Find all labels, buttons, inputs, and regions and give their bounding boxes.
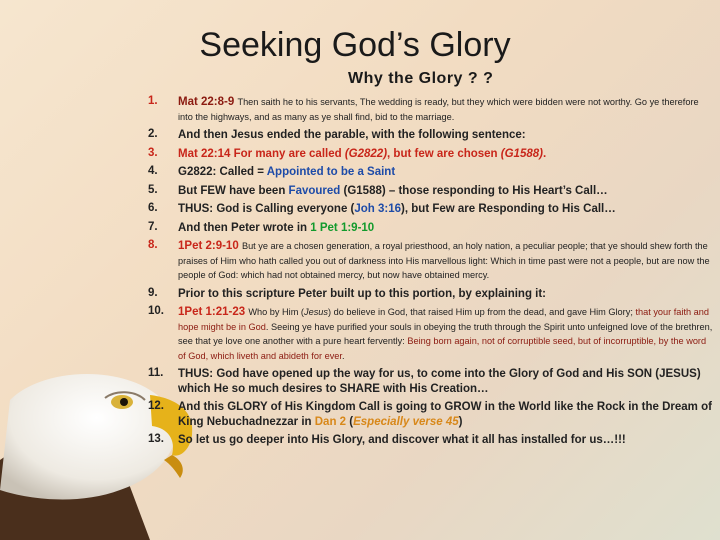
list-item bbox=[148, 184, 713, 199]
item-number: 11. bbox=[148, 367, 164, 379]
slide-title: Seeking God’s Glory bbox=[199, 26, 511, 64]
item-number: 9. bbox=[148, 286, 158, 299]
item-text: So let us go deeper into His Glory, and discover what it all has installed for us…!!! bbox=[178, 434, 626, 446]
item-text: ( bbox=[346, 415, 354, 428]
scripture-highlight: Being born again, not of corruptible seed, but of incorruptible, by the word of God, which liveth and abideth for ever bbox=[178, 336, 707, 361]
strongs-ref: (G2822) bbox=[344, 147, 388, 160]
item-number: 10. bbox=[148, 305, 164, 317]
item-text: G2822: Called = bbox=[178, 166, 267, 178]
item-text: (G1588) – those responding to His Heart’s Call… bbox=[340, 184, 608, 197]
scripture-ref: Dan 2 bbox=[314, 415, 347, 428]
item-number: 12. bbox=[148, 400, 164, 412]
item-text: ) bbox=[458, 415, 463, 428]
item-text: THUS: God have opened up the way for us, to come into the Glory of God and His SON (JESUS) which He so much desires to SHARE with His Creation… bbox=[178, 368, 701, 395]
item-text: And this GLORY of His Kingdom Call is going to GROW in the World like the Rock in the Dream of King Nebuchadnezzar in bbox=[178, 401, 712, 428]
item-number: 8. bbox=[148, 239, 158, 251]
list-item bbox=[148, 165, 713, 180]
item-text: For many are called bbox=[230, 147, 345, 160]
list-item bbox=[148, 147, 713, 162]
scripture-text: ) do believe in God, that raised Him up from the dead, and gave Him Glory; bbox=[328, 307, 636, 317]
scripture-text: Then saith he to his servants, The wedding is ready, but they which were bidden were not worthy. Go ye therefore into the highways, and as many as ye shall find, bid to the marriage. bbox=[178, 97, 699, 122]
item-text: And then Peter wrote in bbox=[178, 221, 311, 234]
scripture-text: Who by Him ( bbox=[248, 307, 304, 317]
item-highlight: Favoured bbox=[288, 184, 341, 197]
item-text: Prior to this scripture Peter built up to this portion, by explaining it: bbox=[178, 287, 547, 300]
item-text: And then Jesus ended the parable, with the following sentence: bbox=[178, 129, 526, 141]
item-text: ), but Few are Responding to His Call… bbox=[401, 203, 616, 215]
list-item bbox=[148, 287, 713, 302]
scripture-text: . bbox=[341, 350, 345, 361]
list-item bbox=[148, 305, 713, 363]
list-item bbox=[148, 367, 713, 396]
scripture-ref: Mat 22:8-9 bbox=[178, 96, 235, 108]
item-text: But FEW have been bbox=[178, 184, 289, 197]
scripture-text: . Seeing ye have purified your souls in obeying the truth through the Spirit unto unfeigned love of the brethren, see that ye love one another with a pure heart fervently: bbox=[178, 321, 713, 346]
scripture-ref: 1Pet 2:9-10 bbox=[178, 240, 239, 252]
list-item bbox=[148, 400, 713, 429]
scripture-ref: 1Pet 1:21-23 bbox=[178, 306, 246, 318]
list-item bbox=[148, 128, 713, 143]
scripture-highlight: that your faith and hope might be in God bbox=[178, 307, 709, 332]
list-item bbox=[148, 202, 713, 217]
item-highlight: Appointed to be a Saint bbox=[266, 166, 396, 178]
list-item bbox=[148, 221, 713, 236]
scripture-text: But ye are a chosen generation, a royal priesthood, an holy nation, a peculiar people; that ye should shew forth the praises of Him who hath called you out of darkness into His marvellous light: Which in time past were not a people, but are now the people of God: which had not obtained mercy, but now have obtained mercy. bbox=[178, 241, 710, 280]
list-item bbox=[148, 433, 713, 448]
list-item bbox=[148, 239, 713, 283]
item-number: 13. bbox=[148, 433, 164, 445]
scripture-ref: Mat 22:14 bbox=[178, 147, 231, 160]
item-text: THUS: God is Calling everyone ( bbox=[178, 203, 355, 215]
scripture-text: Jesus bbox=[303, 307, 328, 317]
item-number: 3. bbox=[148, 146, 158, 159]
item-number: 6. bbox=[148, 202, 158, 214]
scripture-ref: 1 Pet 1:9-10 bbox=[310, 221, 375, 234]
scripture-ref: Joh 3:16 bbox=[354, 203, 402, 215]
slide-subtitle: Why the Glory ? ? bbox=[348, 70, 494, 87]
item-highlight: Especially verse 45 bbox=[353, 415, 459, 428]
item-text: . bbox=[542, 147, 547, 160]
item-number: 1. bbox=[148, 95, 158, 107]
item-number: 2. bbox=[148, 128, 158, 140]
content-list bbox=[148, 95, 713, 452]
item-number: 5. bbox=[148, 183, 158, 196]
strongs-ref: (G1588) bbox=[500, 147, 543, 160]
item-text: , but few are chosen bbox=[387, 147, 501, 160]
item-number: 7. bbox=[148, 220, 158, 233]
list-item bbox=[148, 95, 713, 124]
item-number: 4. bbox=[148, 165, 158, 177]
